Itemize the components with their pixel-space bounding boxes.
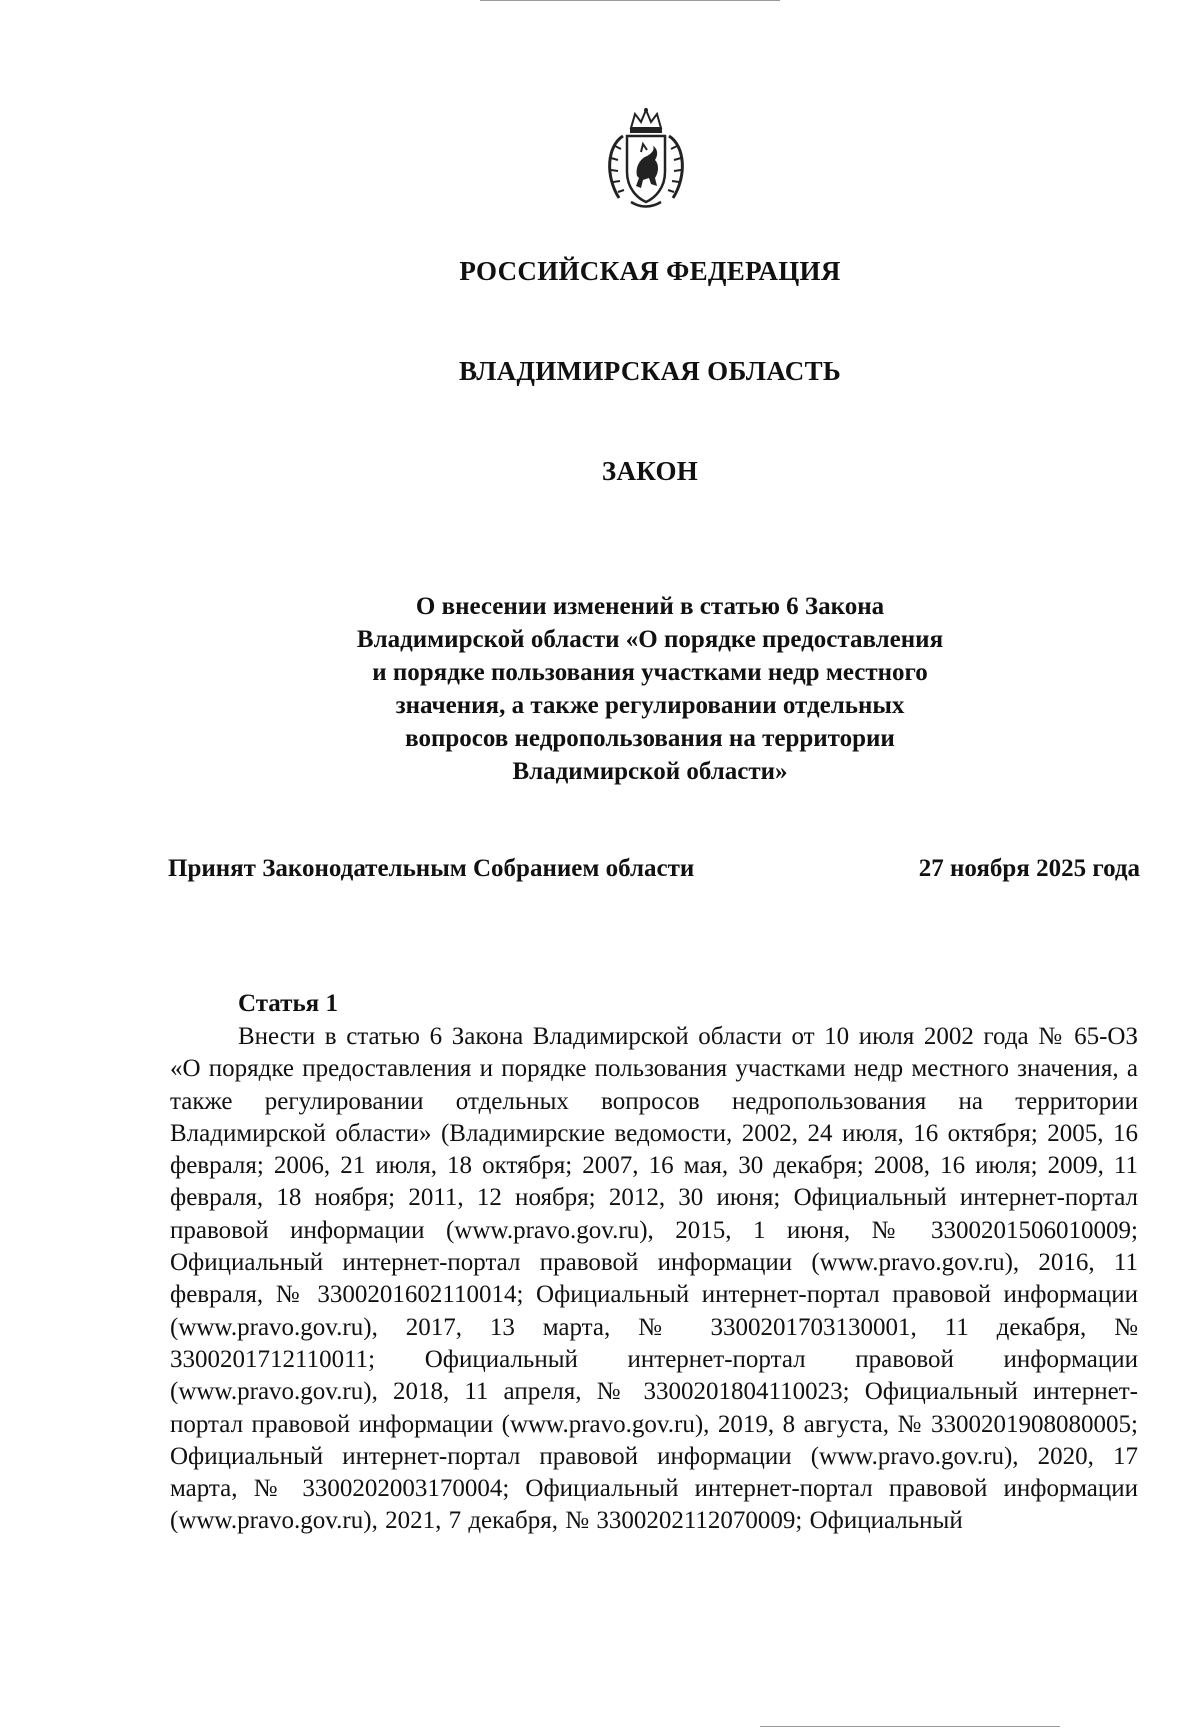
scan-artifact-bottom	[760, 1726, 1060, 1727]
article-heading: Статья 1	[238, 990, 338, 1017]
law-title	[250, 590, 1050, 788]
scan-artifact-top	[480, 0, 780, 1]
country-heading: РОССИЙСКАЯ ФЕДЕРАЦИЯ	[459, 256, 841, 286]
document-type-heading: ЗАКОН	[601, 456, 699, 486]
adoption-label: Принят Законодательным Собранием области	[168, 855, 695, 882]
adoption-row	[168, 855, 1140, 883]
adoption-date: 27 ноября 2025 года	[918, 855, 1140, 882]
law-title-line: Владимирской области «О порядке предоставления	[356, 626, 944, 653]
article-body: Внести в статью 6 Закона Владимирской области от 10 июля 2002 года № 65-ОЗ «О порядке предоставления и порядке пользования участками недр местного значения, а также регулировании отдельных вопросов недропользования на территории Владимирской области» (Владимирские ведомости, 2002, 24 июля, 16 октября; 2005, 16 февраля; 2006, 21 июля, 18 октября; 2007, 16 мая, 30 декабря; 2008, 16 июля; 2009, 11 февраля, 18 ноября; 2011, 12 ноября; 2012, 30 июня; Официальный интернет-портал правовой информации (www.pravo.gov.ru), 2015, 1 июня, № 3300201506010009; Официальный интернет-портал правовой информации (www.pravo.gov.ru), 2016, 11 февраля, № 3300201602110014; Официальный интернет-портал правовой информации (www.pravo.gov.ru), 2017, 13 марта, № 3300201703130001, 11 декабря, № 3300201712110011; Официальный интернет-портал правовой информации (www.pravo.gov.ru), 2018, 11 апреля, № 3300201804110023; Официальный интернет-портал правовой информации (www.pravo.gov.ru), 2019, 8 августа, № 3300201908080005; Официальный интернет-портал правовой информации (www.pravo.gov.ru), 2020, 17 марта, № 3300202003170004; Официальный интернет-портал правовой информации (www.pravo.gov.ru), 2021, 7 декабря, № 3300202112070009; Официальный	[170, 1023, 1138, 1535]
law-title-line: вопросов недропользования на территории	[405, 725, 895, 752]
law-title-line: значения, а также регулировании отдельных	[395, 692, 905, 719]
law-title-line: и порядке пользования участками недр местного	[372, 659, 928, 686]
region-heading: ВЛАДИМИРСКАЯ ОБЛАСТЬ	[458, 356, 842, 386]
law-title-line: О внесении изменений в статью 6 Закона	[415, 593, 885, 620]
law-title-line: Владимирской области»	[512, 758, 788, 785]
coat-of-arms-icon	[601, 106, 691, 210]
